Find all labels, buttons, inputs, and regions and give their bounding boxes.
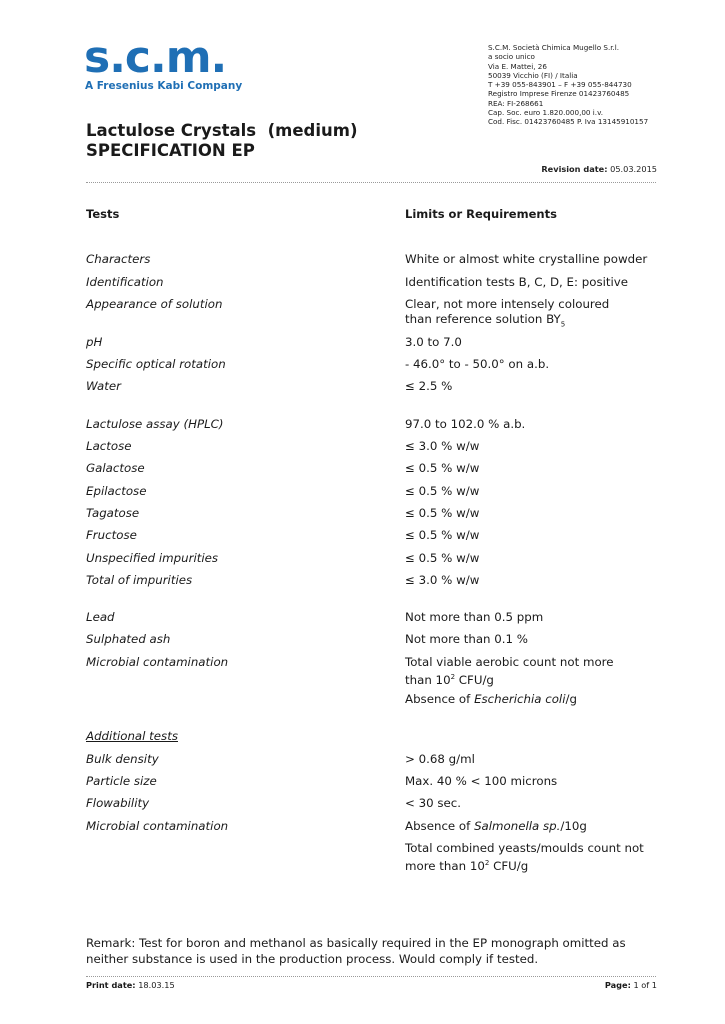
test-name: Appearance of solution — [86, 297, 223, 311]
test-name: Galactose — [86, 461, 145, 475]
limit-text: more than 10 — [405, 858, 485, 873]
divider — [86, 182, 656, 183]
test-limit: < 30 sec. — [405, 796, 462, 810]
print-date — [86, 980, 175, 990]
company-logo: s.c.m. — [84, 32, 227, 83]
company-address-block — [488, 43, 648, 127]
test-limit — [405, 655, 614, 687]
test-name: Sulphated ash — [86, 632, 171, 646]
limit-line: Total viable aerobic count not more — [405, 655, 614, 669]
company-line: REA: FI-268661 — [488, 98, 544, 108]
revision-date — [541, 164, 657, 174]
page-value: 1 of 1 — [633, 980, 657, 990]
limit-text: than 10 — [405, 672, 451, 687]
page-label: Page: — [604, 980, 631, 990]
remark-note: Remark: Test for boron and methanol as basically required in the EP monograph omitted as neither substance is used in the production process. Would comply if tested. — [86, 936, 626, 966]
test-limit: Not more than 0.1 % — [405, 632, 529, 646]
revision-value: 05.03.2015 — [610, 164, 657, 174]
company-line: Cap. Soc. euro 1.820.000,00 i.v. — [488, 108, 604, 118]
limit-line — [405, 856, 644, 873]
limit-text: CFU/g — [489, 858, 529, 873]
limit-text: Absence of — [405, 819, 475, 833]
test-name: Microbial contamination — [86, 819, 229, 833]
test-limit: ≤ 0.5 % w/w — [405, 528, 480, 542]
test-name: Lead — [86, 610, 115, 624]
product-name: Lactulose Crystals (medium) — [86, 121, 358, 140]
test-limit: White or almost white crystalline powder — [405, 252, 648, 266]
test-limit — [405, 841, 644, 873]
limit-text: /g — [565, 692, 577, 706]
print-date-value: 18.03.15 — [138, 980, 175, 990]
test-name: Unspecified impurities — [86, 551, 219, 565]
test-name: Total of impurities — [86, 573, 193, 587]
test-limit: ≤ 3.0 % w/w — [405, 573, 480, 587]
test-limit: Identification tests B, C, D, E: positive — [405, 275, 629, 289]
limit-line: Clear, not more intensely coloured — [405, 297, 610, 311]
test-limit: 3.0 to 7.0 — [405, 335, 462, 349]
company-line: T +39 055-843901 – F +39 055-844730 — [488, 80, 632, 90]
company-line: S.C.M. Società Chimica Mugello S.r.l. — [488, 43, 620, 52]
test-name: Particle size — [86, 774, 157, 788]
test-name: Water — [86, 379, 121, 393]
test-limit: ≤ 2.5 % — [405, 379, 453, 393]
limit-superscript: 2 — [450, 672, 456, 681]
limit-superscript: 2 — [484, 858, 490, 867]
page-number — [605, 980, 657, 990]
test-name: Specific optical rotation — [86, 357, 226, 371]
test-limit: ≤ 0.5 % w/w — [405, 484, 480, 498]
test-name: Tagatose — [86, 506, 140, 520]
print-date-label: Print date: — [86, 980, 136, 990]
company-line: Registro Imprese Firenze 01423760485 — [488, 89, 630, 99]
test-limit: ≤ 3.0 % w/w — [405, 439, 480, 453]
test-name: Bulk density — [86, 752, 159, 766]
test-limit: ≤ 0.5 % w/w — [405, 551, 480, 565]
test-limit: Not more than 0.5 ppm — [405, 610, 544, 624]
company-line: Cod. Fisc. 01423760485 P. Iva 13145910157 — [488, 117, 649, 127]
test-name: Flowability — [86, 796, 150, 810]
limit-line — [405, 670, 614, 687]
tests-column-header: Tests — [86, 207, 120, 221]
test-limit: ≤ 0.5 % w/w — [405, 461, 480, 475]
company-line: a socio unico — [488, 52, 535, 62]
limit-subscript: 5 — [560, 319, 566, 328]
company-tagline: A Fresenius Kabi Company — [85, 80, 243, 92]
test-name: Lactose — [86, 439, 132, 453]
limit-line: Total combined yeasts/moulds count not — [405, 841, 644, 855]
test-name: Fructose — [86, 528, 137, 542]
test-limit — [405, 819, 587, 834]
test-name: pH — [86, 335, 103, 349]
test-limit — [405, 297, 609, 331]
limit-text: CFU/g — [455, 672, 494, 687]
divider — [86, 976, 656, 977]
test-limit: 97.0 to 102.0 % a.b. — [405, 417, 526, 431]
limit-text: than reference solution BY — [405, 311, 561, 326]
revision-label: Revision date: — [541, 164, 608, 174]
company-line: Via E. Mattei, 26 — [488, 61, 547, 71]
test-name: Lactulose assay (HPLC) — [86, 417, 224, 431]
test-limit: - 46.0° to - 50.0° on a.b. — [405, 357, 550, 371]
test-name: Identification — [86, 275, 164, 289]
test-limit: Max. 40 % < 100 microns — [405, 774, 558, 788]
organism-name: Salmonella sp. — [474, 819, 561, 833]
organism-name: Escherichia coli — [474, 692, 566, 706]
test-name: Microbial contamination — [86, 655, 229, 669]
test-limit: > 0.68 g/ml — [405, 752, 475, 766]
company-line: 50039 Vicchio (FI) / Italia — [488, 70, 578, 80]
test-name: Characters — [86, 252, 151, 266]
limit-text: Absence of — [405, 692, 475, 706]
limit-text: /10g — [560, 819, 587, 833]
specification-title: SPECIFICATION EP — [86, 141, 255, 160]
test-limit — [405, 692, 577, 707]
test-name: Epilactose — [86, 484, 147, 498]
test-limit: ≤ 0.5 % w/w — [405, 506, 480, 520]
limits-column-header: Limits or Requirements — [405, 207, 557, 221]
additional-tests-heading: Additional tests — [86, 729, 178, 743]
limit-line — [405, 312, 609, 332]
document-title — [86, 121, 358, 161]
